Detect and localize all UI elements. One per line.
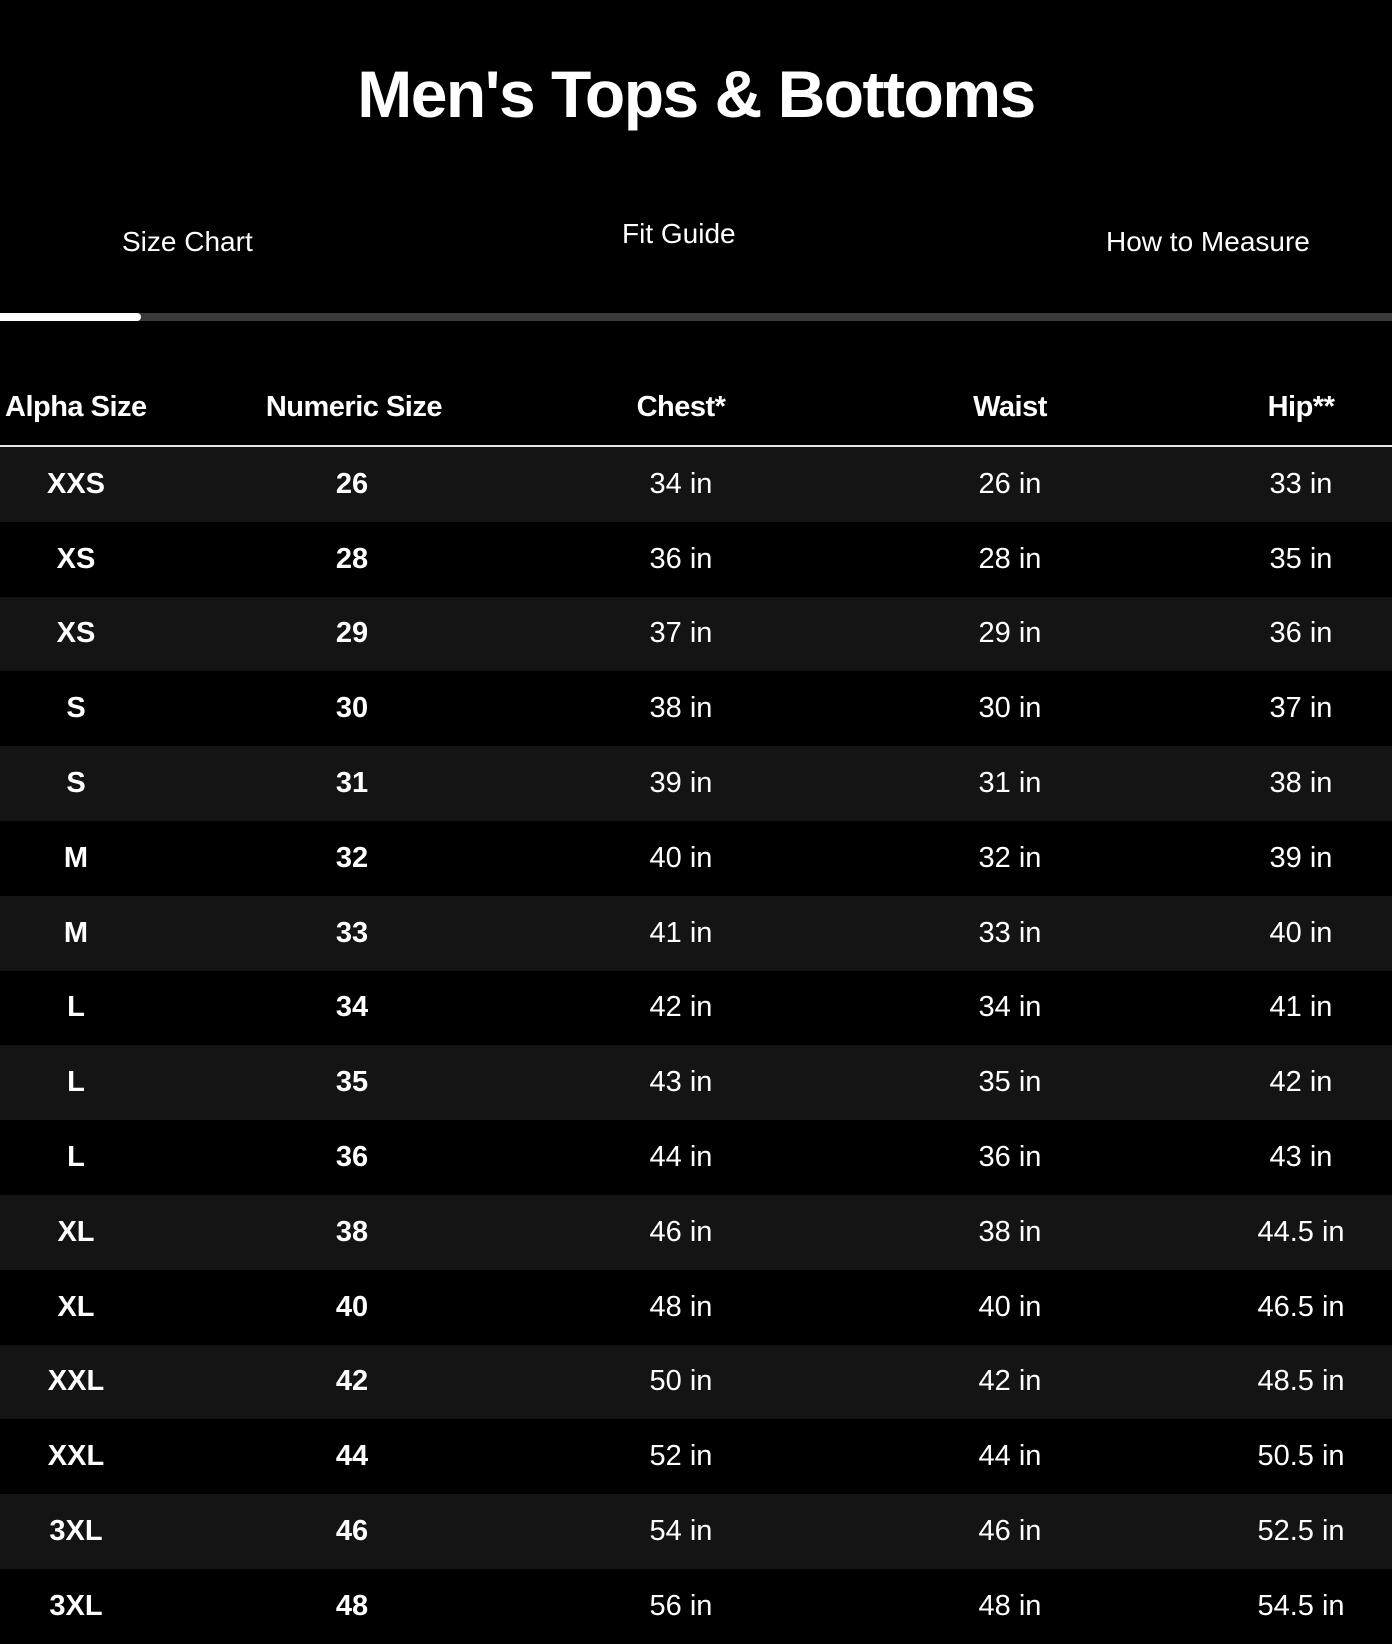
alpha-size-cell: XS [0,597,152,672]
hip-cell: 40 in [1210,896,1392,971]
chest-cell: 52 in [552,1419,810,1494]
waist-cell: 38 in [810,1195,1210,1270]
hip-cell: 39 in [1210,821,1392,896]
chest-cell: 34 in [552,446,810,522]
table-row [0,1419,1392,1494]
alpha-size-cell: S [0,746,152,821]
tab-fit-guide[interactable]: Fit Guide [622,218,736,249]
waist-cell: 48 in [810,1569,1210,1644]
chest-cell: 54 in [552,1494,810,1569]
hip-cell: 37 in [1210,671,1392,746]
chest-cell: 40 in [552,821,810,896]
table-row [0,671,1392,746]
numeric-size-cell: 46 [152,1494,552,1569]
waist-cell: 44 in [810,1419,1210,1494]
table-body [0,446,1392,1644]
alpha-size-cell: XL [0,1195,152,1270]
chest-cell: 44 in [552,1120,810,1195]
numeric-size-cell: 30 [152,671,552,746]
alpha-size-cell: M [0,821,152,896]
table-row [0,821,1392,896]
table-row [0,1195,1392,1270]
page-title: Men's Tops & Bottoms [357,57,1035,131]
waist-cell: 30 in [810,671,1210,746]
header-waist: Waist [810,370,1210,446]
numeric-size-cell: 38 [152,1195,552,1270]
size-chart-table [0,370,1392,1644]
waist-cell: 34 in [810,971,1210,1046]
numeric-size-cell: 40 [152,1270,552,1345]
table-row [0,971,1392,1046]
waist-cell: 33 in [810,896,1210,971]
waist-cell: 28 in [810,522,1210,597]
numeric-size-cell: 29 [152,597,552,672]
chest-cell: 43 in [552,1045,810,1120]
alpha-size-cell: XS [0,522,152,597]
numeric-size-cell: 48 [152,1569,552,1644]
alpha-size-cell: L [0,971,152,1046]
waist-cell: 32 in [810,821,1210,896]
chest-cell: 42 in [552,971,810,1046]
chest-cell: 41 in [552,896,810,971]
numeric-size-cell: 33 [152,896,552,971]
hip-cell: 33 in [1210,446,1392,522]
numeric-size-cell: 36 [152,1120,552,1195]
chest-cell: 50 in [552,1345,810,1420]
table-row [0,1045,1392,1120]
numeric-size-cell: 44 [152,1419,552,1494]
header-alpha-size: Alpha Size [0,370,152,446]
table-row [0,446,1392,522]
waist-cell: 40 in [810,1270,1210,1345]
numeric-size-cell: 28 [152,522,552,597]
alpha-size-cell: XL [0,1270,152,1345]
chest-cell: 36 in [552,522,810,597]
hip-cell: 50.5 in [1210,1419,1392,1494]
table-row [0,1569,1392,1644]
waist-cell: 31 in [810,746,1210,821]
hip-cell: 41 in [1210,971,1392,1046]
waist-cell: 29 in [810,597,1210,672]
tab-bar [0,200,1392,300]
table-row [0,522,1392,597]
table-header-row [0,370,1392,446]
alpha-size-cell: XXL [0,1345,152,1420]
active-tab-indicator [0,313,141,321]
waist-cell: 36 in [810,1120,1210,1195]
hip-cell: 48.5 in [1210,1345,1392,1420]
table-row [0,1345,1392,1420]
table-row [0,597,1392,672]
hip-cell: 44.5 in [1210,1195,1392,1270]
numeric-size-cell: 42 [152,1345,552,1420]
alpha-size-cell: 3XL [0,1569,152,1644]
chest-cell: 39 in [552,746,810,821]
chest-cell: 56 in [552,1569,810,1644]
alpha-size-cell: S [0,671,152,746]
alpha-size-cell: L [0,1045,152,1120]
waist-cell: 42 in [810,1345,1210,1420]
table-row [0,1494,1392,1569]
header-chest: Chest* [552,370,810,446]
tab-size-chart[interactable]: Size Chart [122,226,253,257]
chest-cell: 48 in [552,1270,810,1345]
hip-cell: 43 in [1210,1120,1392,1195]
alpha-size-cell: L [0,1120,152,1195]
alpha-size-cell: XXS [0,446,152,522]
alpha-size-cell: XXL [0,1419,152,1494]
hip-cell: 52.5 in [1210,1494,1392,1569]
header-hip: Hip** [1210,370,1392,446]
table-row [0,1270,1392,1345]
table-row [0,1120,1392,1195]
waist-cell: 46 in [810,1494,1210,1569]
waist-cell: 35 in [810,1045,1210,1120]
hip-cell: 35 in [1210,522,1392,597]
alpha-size-cell: M [0,896,152,971]
numeric-size-cell: 32 [152,821,552,896]
numeric-size-cell: 35 [152,1045,552,1120]
hip-cell: 38 in [1210,746,1392,821]
hip-cell: 42 in [1210,1045,1392,1120]
table-row [0,896,1392,971]
hip-cell: 54.5 in [1210,1569,1392,1644]
chest-cell: 38 in [552,671,810,746]
chest-cell: 46 in [552,1195,810,1270]
hip-cell: 36 in [1210,597,1392,672]
tab-how-to-measure[interactable]: How to Measure [1106,226,1310,257]
numeric-size-cell: 31 [152,746,552,821]
table-row [0,746,1392,821]
numeric-size-cell: 34 [152,971,552,1046]
header-numeric-size: Numeric Size [152,370,552,446]
tab-track [0,313,1392,321]
alpha-size-cell: 3XL [0,1494,152,1569]
hip-cell: 46.5 in [1210,1270,1392,1345]
chest-cell: 37 in [552,597,810,672]
numeric-size-cell: 26 [152,446,552,522]
waist-cell: 26 in [810,446,1210,522]
